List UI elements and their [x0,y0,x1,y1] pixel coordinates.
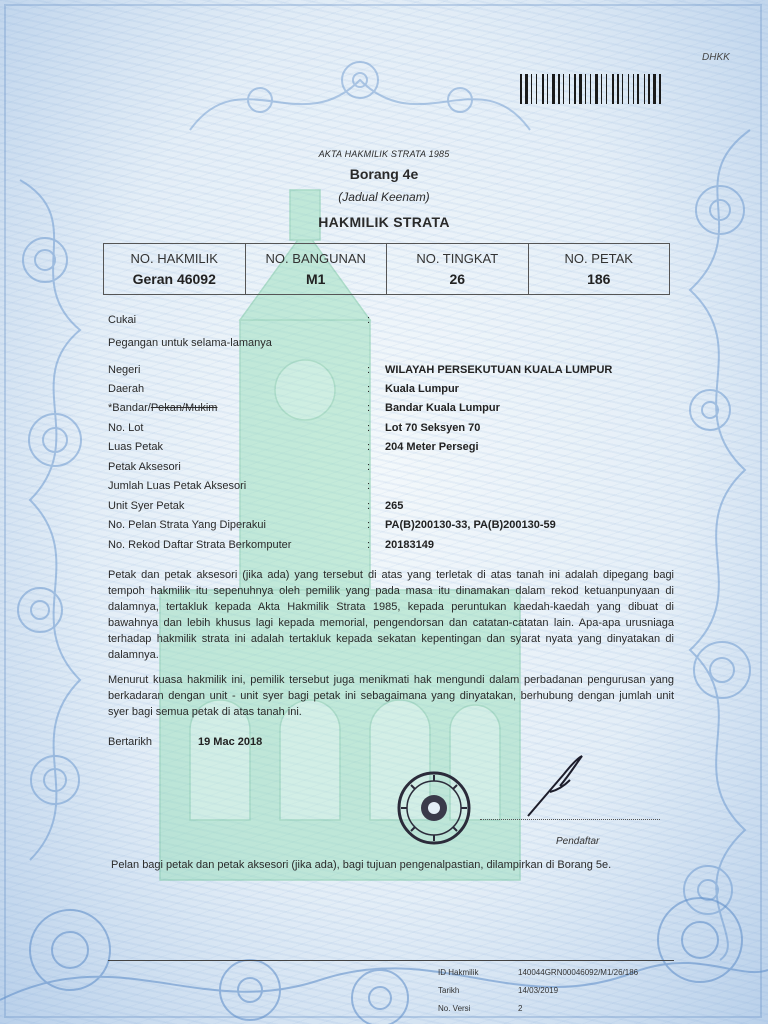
field-label: Jumlah Luas Petak Aksesori [108,480,247,492]
field-value: 20183149 [385,539,434,551]
barcode-bar [585,74,586,104]
field-label: Luas Petak [108,441,164,453]
field-row-tenure [108,335,668,351]
registrar-label: Pendaftar [556,836,600,847]
id-cell-floor-no [387,244,529,295]
barcode-bar [653,74,656,104]
field-colon: : [367,383,371,395]
barcode-bar [637,74,639,104]
meta-label: Tarikh [438,986,460,995]
barcode-bar [533,74,535,104]
barcode-bar [571,74,573,104]
barcode-bar [601,74,602,104]
field-value: WILAYAH PERSEKUTUAN KUALA LUMPUR [385,364,613,376]
field-row-daerah [108,381,668,397]
id-heading: NO. PETAK [564,251,633,266]
barcode-bar [635,74,636,104]
field-value: Lot 70 Seksyen 70 [385,422,481,434]
barcode-bar [640,74,643,104]
id-heading: NO. HAKMILIK [130,251,218,266]
field-colon: : [367,519,371,531]
field-row-accessory [108,459,668,475]
barcode-bar [622,74,623,104]
meta-label: No. Versi [438,1004,471,1013]
id-value: M1 [306,271,326,287]
ornament-top-icon [180,40,540,150]
barcode-bar [565,74,568,104]
field-label: No. Lot [108,422,144,434]
field-label: Negeri [108,364,141,376]
field-label: No. Pelan Strata Yang Diperakui [108,519,266,531]
barcode-bar [657,74,658,104]
field-label: Daerah [108,383,145,395]
barcode-bar [606,74,607,104]
field-row-area [108,439,668,455]
id-cell-title-no [104,244,246,295]
barcode-bar [659,74,661,104]
barcode-bar [592,74,594,104]
barcode-bar [644,74,645,104]
meta-value: 2 [518,1004,523,1013]
signature-line [480,819,660,820]
dated-value: 19 Mac 2018 [198,736,263,748]
barcode-bar [563,74,564,104]
barcode-bar [630,74,632,104]
meta-label: ID Hakmilik [438,968,479,977]
id-value: 186 [587,271,611,287]
barcode-bar [590,74,591,104]
barcode-bar [549,74,551,104]
field-colon: : [367,539,371,551]
barcode-bar [615,74,616,104]
barcode-bar [617,74,619,104]
barcode-bar [538,74,541,104]
field-colon: : [367,441,371,453]
field-colon: : [367,314,371,326]
id-heading: NO. TINGKAT [416,251,499,266]
id-cell-building-no [245,244,387,295]
id-cell-parcel-no [528,244,670,295]
ornament-left-icon [0,140,110,900]
field-colon: : [367,461,371,473]
barcode-bar [628,74,629,104]
field-colon: : [367,500,371,512]
barcode-bar [558,74,560,104]
barcode-bar [633,74,634,104]
ownership-paragraph: Petak dan petak aksesori (jika ada) yang tersebut di atas yang terletak di atas tanah ini adalah dipegang bagi tempoh hakmilik itu sepenuhnya oleh pemilik yang pada masa itu dinamakan dalam rekod ketuanpunyaan di dalamnya, tertakluk kepada Akta Hakmilik Strata 1985, kepada peruntukan kaedah-kaedah yang dibuat di bawahnya dan lebih khusus lagi kepada memorial, pengendorsan dan catatan-catatan lain. Apa-apa urusniaga terhadap hakmilik strata ini adalah tertakluk kepada sekatan kepentingan dan syarat nyata yang dinyatakan di dalamnya. [108,569,674,661]
barcode-bar [651,74,652,104]
barcode-bar [620,74,621,104]
act-title: AKTA HAKMILIK STRATA 1985 [318,149,450,159]
id-value: Geran 46092 [132,271,216,287]
meta-value: 140044GRN00046092/M1/26/186 [518,968,639,977]
meta-date [438,986,558,995]
footer-divider [108,960,674,961]
barcode-bar [579,74,582,104]
barcode-bar [574,74,576,104]
field-row-register-no [108,537,668,553]
barcode-bar [531,74,532,104]
barcode-bar [624,74,627,104]
field-row-accessory-area [108,478,668,494]
schedule-label: (Jadual Keenam) [338,190,430,204]
field-value: Bandar Kuala Lumpur [385,402,500,414]
field-row-share-units [108,498,668,514]
barcode-bar [603,74,605,104]
field-row-lot [108,420,668,436]
field-colon: : [367,422,371,434]
plan-footnote: Pelan bagi petak dan petak aksesori (jika ada), bagi tujuan pengenalpastian, dilampirkan di Borang 5e. [111,859,612,871]
barcode-bar [599,74,600,104]
barcode-bar [587,74,589,104]
form-number: Borang 4e [349,166,419,182]
barcode-bar [552,74,555,104]
signature-icon [520,750,590,822]
voting-rights-paragraph: Menurut kuasa hakmilik ini, pemilik tersebut juga menikmati hak mengundi dalam perbadanan pengurusan yang berkadaran dengan unit - unit syer bagi petak ini sebagaimana yang dinyatakan, berhubung dengan jumlah unit syer bagi semua petak di atas tanah ini. [108,674,674,718]
id-heading: NO. BANGUNAN [265,251,366,266]
meta-version [438,1004,522,1013]
barcode-icon [520,74,728,104]
barcode-bar [561,74,562,104]
field-label-bandar: *Bandar/Pekan/Mukim [108,402,218,414]
field-row-cukai [108,312,668,328]
registrar-seal-icon [396,770,472,846]
barcode-bar [529,74,530,104]
ornament-right-icon [660,110,768,970]
barcode-bar [646,74,647,104]
barcode-bar [595,74,598,104]
page-title: HAKMILIK STRATA [318,214,450,230]
title-identifiers-table [103,243,670,295]
barcode-bar [577,74,578,104]
field-colon: : [367,402,371,414]
barcode-bar [520,74,522,104]
field-colon: : [367,364,371,376]
barcode-bar [612,74,614,104]
field-row-negeri [108,362,668,378]
dated-label: Bertarikh [108,736,153,748]
field-value: 265 [385,500,404,512]
barcode-bar [536,74,537,104]
field-value: PA(B)200130-33, PA(B)200130-59 [385,519,556,531]
document-code: DHKK [702,52,730,63]
barcode-bar [608,74,611,104]
barcode-bar [525,74,528,104]
barcode-bar [648,74,650,104]
field-colon: : [367,480,371,492]
field-row-bandar [108,400,668,416]
field-label: No. Rekod Daftar Strata Berkomputer [108,539,292,551]
meta-value: 14/03/2019 [518,986,559,995]
id-value: 26 [449,271,466,287]
barcode-bar [569,74,570,104]
field-value: 204 Meter Persegi [385,441,479,453]
barcode-bar [556,74,557,104]
field-label: Petak Aksesori [108,461,181,473]
meta-title-id [438,968,638,977]
field-label: Pegangan untuk selama-lamanya [108,337,272,349]
field-label: Unit Syer Petak [108,500,185,512]
barcode-bar [547,74,548,104]
barcode-bar [545,74,546,104]
field-value: Kuala Lumpur [385,383,459,395]
barcode-bar [542,74,544,104]
field-row-strata-plan [108,517,668,533]
field-label: Cukai [108,314,137,326]
barcode-bar [523,74,524,104]
barcode-bar [583,74,584,104]
